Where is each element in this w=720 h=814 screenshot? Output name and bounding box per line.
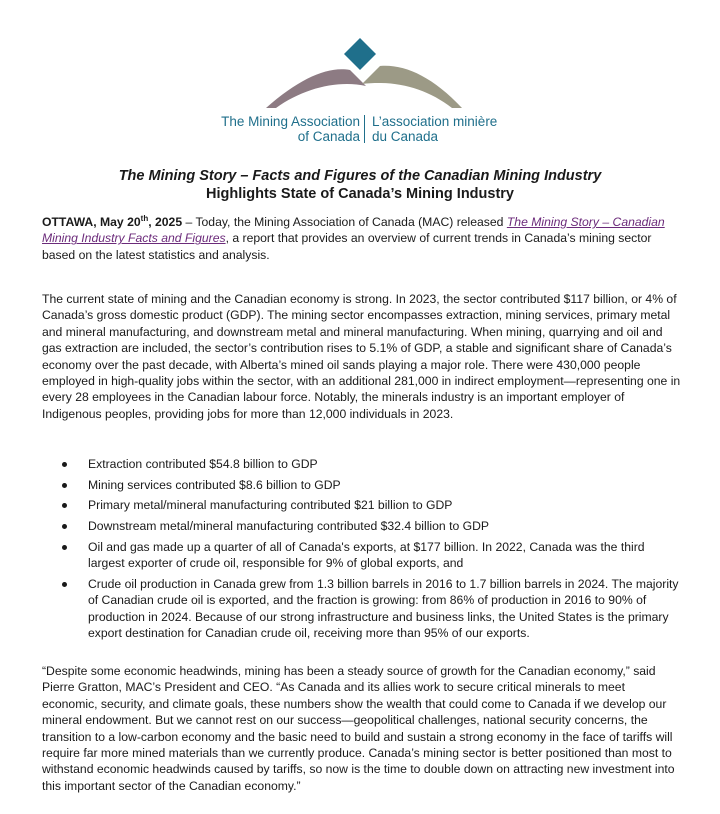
bullet-icon xyxy=(62,582,67,587)
logo-fr-line1: L’association minière xyxy=(372,114,498,129)
economy-paragraph: The current state of mining and the Canadian economy is strong. In 2023, the sector contributed $117 billion, or 4% of Canada’s gross domestic product (GDP). The mining sector encompasses extraction, mining services, primary metal and mineral manufacturing, and downstream metal and mineral manufacturing. When mining, quarrying and oil and gas extraction are included, the sector’s contribution rises to 5.1% of GDP, a stable and significant share of Canada’s economy over the past decade, with Alberta’s mined oil sands playing a major role. There were 430,000 people employed in high-quality jobs within the sector, with an additional 281,000 in indirect employment—representing one in every 28 employees in the Canadian labour force. Notably, the minerals industry is an important employer of Indigenous peoples, providing jobs for more than 12,000 individuals in 2023. xyxy=(42,292,681,421)
mountain-logo-icon xyxy=(200,36,530,116)
intro-rest: , a report that provides an overview of current trends in Canada’s mining sector based on the latest statistics and analysis. xyxy=(42,231,652,262)
list-item: Mining services contributed $8.6 billion to GDP xyxy=(42,477,682,493)
bullet-icon xyxy=(62,524,67,529)
bullet-icon xyxy=(62,483,67,488)
bullet-icon xyxy=(62,545,67,550)
logo-en-line2: of Canada xyxy=(297,129,360,144)
headline-subtitle: Highlights State of Canada’s Mining Industry xyxy=(205,186,514,202)
logo-text-english xyxy=(212,114,360,144)
headline-title: The Mining Story – Facts and Figures of the Canadian Mining Industry xyxy=(118,168,602,184)
list-item: Extraction contributed $54.8 billion to GDP xyxy=(42,456,682,472)
dateline: OTTAWA, May 20th, 2025 xyxy=(42,213,183,229)
logo-divider xyxy=(364,115,365,143)
report-link[interactable]: The Mining Story – Canadian Mining Industry Facts and Figures xyxy=(42,215,665,246)
list-item: Oil and gas made up a quarter of all of Canada's exports, at $177 billion. In 2022, Canada was the third largest exporter of crude oil, responsible for 9% of global exports, and xyxy=(42,539,682,572)
intro-paragraph xyxy=(42,214,682,263)
highlights-list xyxy=(42,456,682,646)
logo-text-french xyxy=(372,114,532,144)
list-item: Downstream metal/mineral manufacturing contributed $32.4 billion to GDP xyxy=(42,518,682,534)
logo-en-line1: The Mining Association xyxy=(221,114,360,129)
bullet-icon xyxy=(62,503,67,508)
list-item: Primary metal/mineral manufacturing contributed $21 billion to GDP xyxy=(42,497,682,513)
list-item: Crude oil production in Canada grew from 1.3 billion barrels in 2016 to 1.7 billion barrels in 2024. The majority of Canadian crude oil is exported, and the fraction is growing: from 86% of production in 2016 to 90% of production in 2024. Because of our strong infrastructure and business links, the United States is the primary export destination for Canadian crude oil, receiving more than 95% of our exports. xyxy=(42,576,682,642)
quote-paragraph: “Despite some economic headwinds, mining has been a steady source of growth for the Canadian economy,” said Pierre Gratton, MAC’s President and CEO. “As Canada and its allies work to secure critical minerals to meet economic, security, and climate goals, these numbers show the wealth that could come to Canada if we develop our mineral endowment. But we cannot rest on our success—geopolitical challenges, national security concerns, the transition to a low-carbon economy and the basic need to build and sustain a strong economy in the face of tariffs will require far more mined materials than we currently produce. Canada’s mining sector is better positioned than most to withstand economic headwinds caused by tariffs, so now is the time to double down on attracting new investment into this important sector of the Canadian economy.” xyxy=(42,664,675,793)
logo-fr-line2: du Canada xyxy=(372,129,439,144)
intro-lead: – Today, the Mining Association of Canada (MAC) released xyxy=(182,215,507,229)
bullet-icon xyxy=(62,462,67,467)
